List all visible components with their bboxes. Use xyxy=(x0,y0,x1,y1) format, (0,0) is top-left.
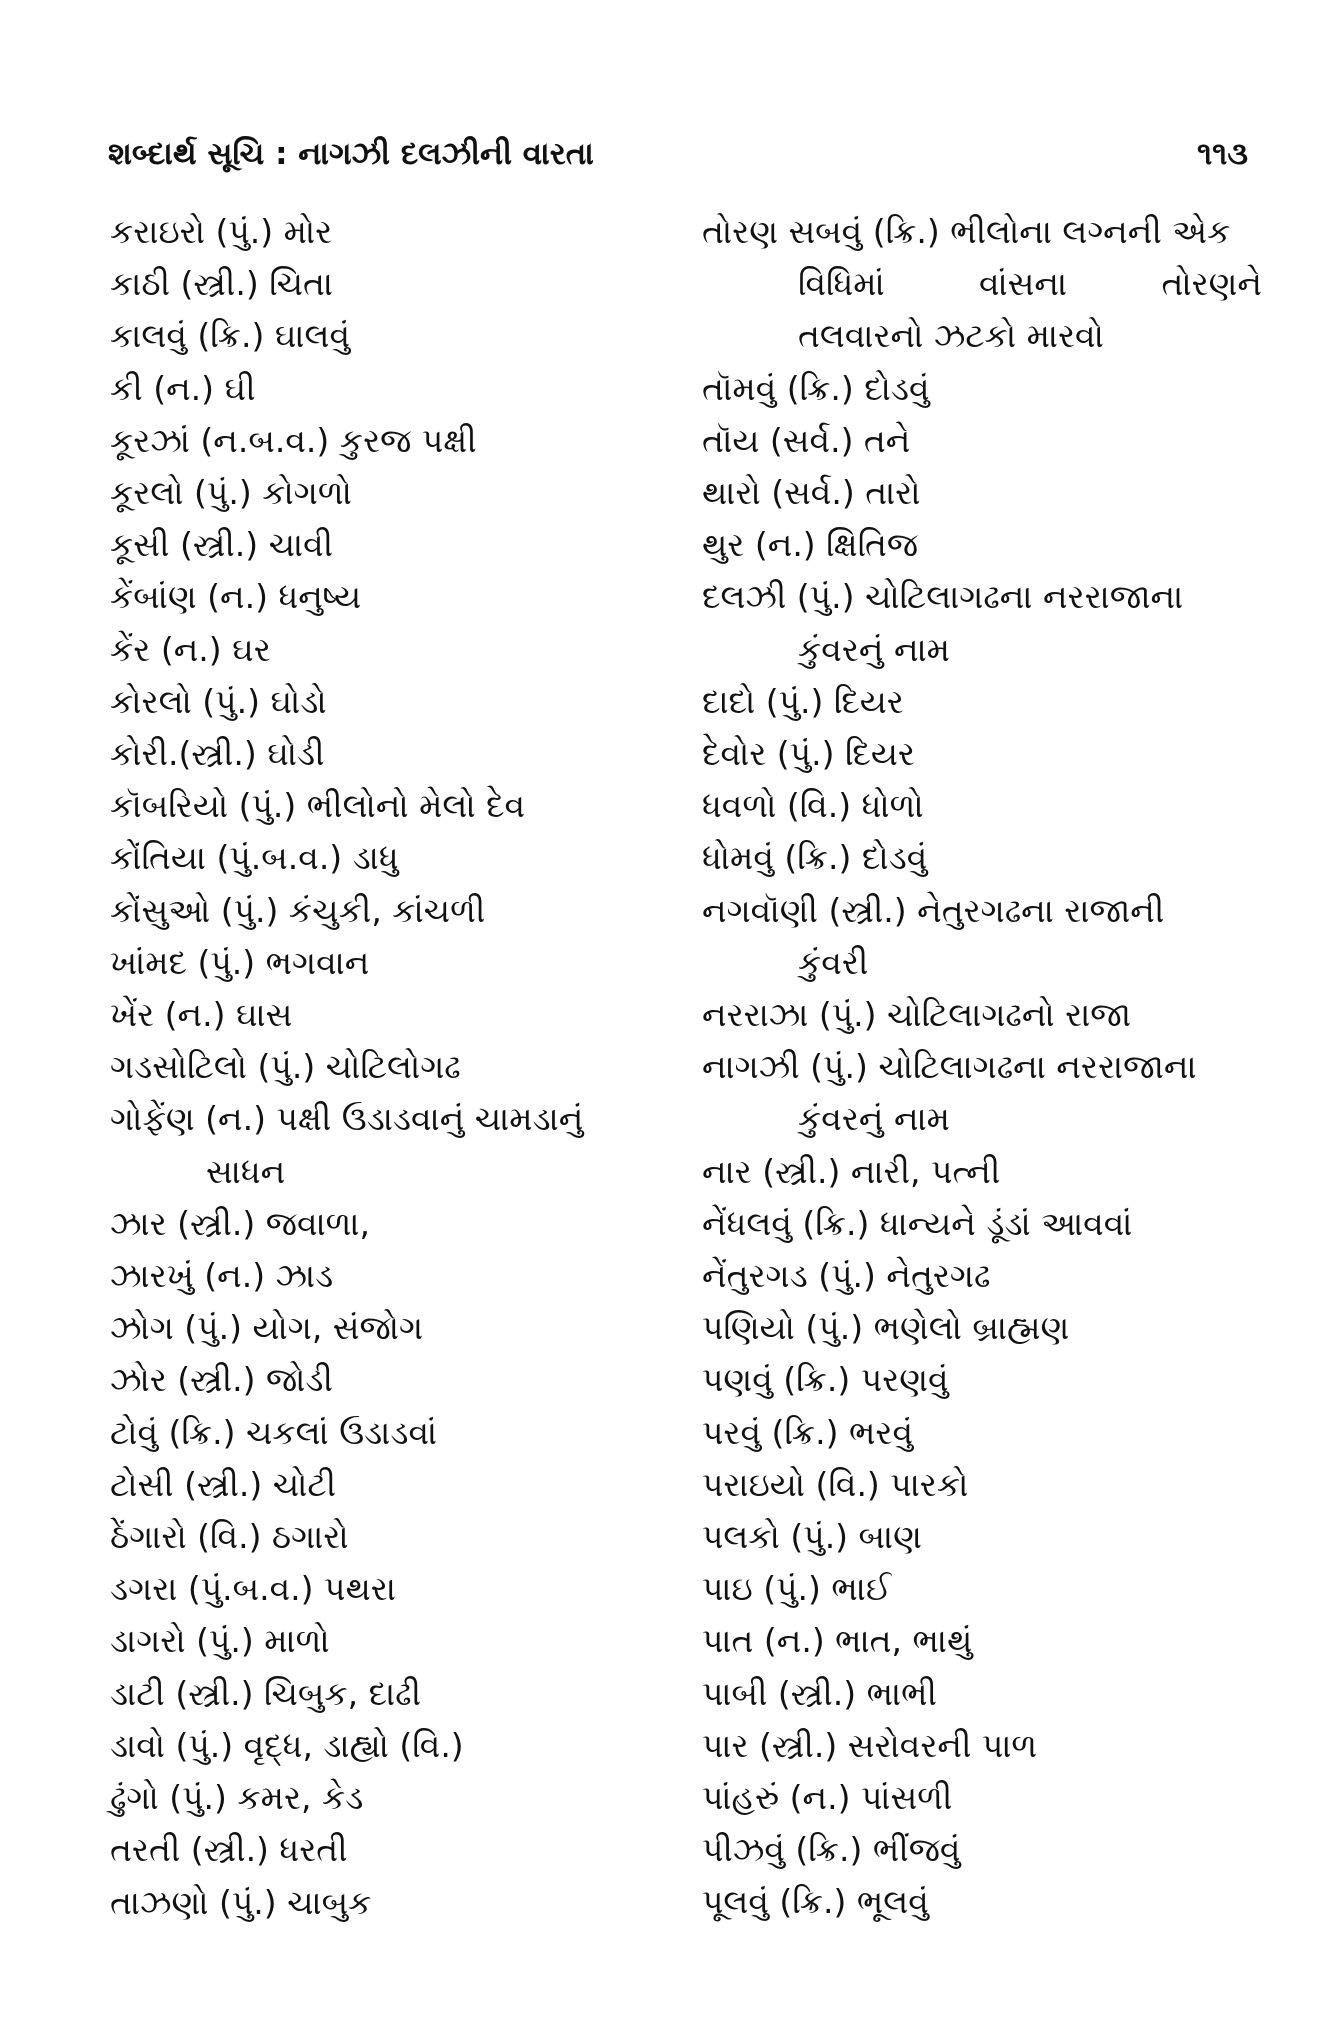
glossary-entry-continuation: વિધિમાં વાંસના તોરણને xyxy=(798,264,1262,304)
glossary-entry: દલઝી (પું.) ચોટિલાગઢના નરરાજાના xyxy=(702,577,1184,617)
glossary-entry: તોરણ સબવું (ક્રિ.) ભીલોના લગ્નની એક xyxy=(702,212,1231,251)
glossary-entry: કી (ન.) ઘી xyxy=(110,368,256,408)
glossary-entry: કૉબરિયો (પું.) ભીલોનો મેલો દેવ xyxy=(110,786,526,826)
glossary-entry: ઝારખું (ન.) ઝાડ xyxy=(110,1256,334,1296)
glossary-entry: પણવું (ક્રિ.) પરણવું xyxy=(702,1360,949,1400)
glossary-entry: ખેંર (ન.) ઘાસ xyxy=(110,995,293,1035)
glossary-entry-continuation: કુંવરી xyxy=(798,942,869,982)
glossary-entry: થુર (ન.) ક્ષિતિજ xyxy=(702,525,919,565)
glossary-entry-continuation: કુંવરનું નામ xyxy=(798,629,950,669)
glossary-entry: થારો (સર્વ.) તારો xyxy=(702,473,921,512)
glossary-entry: કૂરઝાં (ન.બ.વ.) કુરજ પક્ષી xyxy=(110,420,477,460)
page-header xyxy=(108,128,1248,188)
glossary-entry: કાલવું (ક્રિ.) ઘાલવું xyxy=(110,316,351,356)
glossary-entry-continuation: કુંવરનું નામ xyxy=(798,1099,950,1139)
glossary-entry: કાઠી (સ્ત્રી.) ચિતા xyxy=(110,264,334,304)
glossary-entry: કૂરલો (પું.) કોગળો xyxy=(110,473,352,513)
glossary-entry: તૉય (સર્વ.) તને xyxy=(702,420,911,460)
glossary-column-left xyxy=(110,206,680,1929)
glossary-entry: કોરી.(સ્ત્રી.) ઘોડી xyxy=(110,734,325,774)
glossary-entry: નરરાઝા (પું.) ચોટિલાગઢનો રાજા xyxy=(702,995,1132,1035)
glossary-entry: ગડસોટિલો (પું.) ચોટિલોગઢ xyxy=(110,1047,461,1087)
glossary-entry: પૂલવું (ક્રિ.) ભૂલવું xyxy=(702,1882,929,1922)
glossary-entry: ગોફેંણ (ન.) પક્ષી ઉડાડવાનું ચામડાનું xyxy=(110,1099,584,1139)
glossary-entry: કૂસી (સ્ત્રી.) ચાવી xyxy=(110,525,334,565)
glossary-entry: ડાટી (સ્ત્રી.) ચિબુક, દાઢી xyxy=(110,1673,422,1713)
glossary-entry: પાર (સ્ત્રી.) સરોવરની પાળ xyxy=(702,1725,1038,1765)
page-number: ૧૧૩ xyxy=(1196,136,1248,172)
glossary-entry: ટોસી (સ્ત્રી.) ચોટી xyxy=(110,1464,337,1504)
glossary-entry: કેંર (ન.) ઘર xyxy=(110,629,271,669)
glossary-entry: પાત (ન.) ભાત, ભાથું xyxy=(702,1621,973,1661)
glossary-entry: નગવૉણી (સ્ત્રી.) નેતુરગઢના રાજાની xyxy=(702,890,1165,930)
glossary-column-right xyxy=(702,206,1262,1929)
glossary-entry: નાર (સ્ત્રી.) નારી, પત્ની xyxy=(702,1151,1001,1191)
glossary-entry: ધવળો (વિ.) ધોળો xyxy=(702,786,924,826)
glossary-entry: કોંસુઓ (પું.) કંચુકી, કાંચળી xyxy=(110,890,486,930)
glossary-entry: ઝોર (સ્ત્રી.) જોડી xyxy=(110,1360,333,1400)
glossary-entry-continuation: તલવારનો ઝટકો મારવો xyxy=(798,316,1104,356)
glossary-entry: પીઝવું (ક્રિ.) ભીંજવું xyxy=(702,1830,961,1870)
glossary-entry: નેંતુરગડ (પું.) નેતુરગઢ xyxy=(702,1256,991,1296)
glossary-entry: ઢુંગો (પું.) કમર, કેડ xyxy=(110,1778,364,1818)
glossary-entry: ઝોગ (પું.) યોગ, સંજોગ xyxy=(110,1308,424,1348)
glossary-entry: નેંધલવું (ક્રિ.) ધાન્યને ડૂંડાં આવવાં xyxy=(702,1203,1133,1243)
glossary-entry: તૉમવું (ક્રિ.) દોડવું xyxy=(702,368,930,408)
glossary-entry: પાઇ (પું.) ભાઈ xyxy=(702,1569,892,1609)
glossary-entry: પણિયો (પું.) ભણેલો બ્રાહ્મણ xyxy=(702,1308,1070,1348)
glossary-entry: ઠેંગારો (વિ.) ઠગારો xyxy=(110,1517,349,1557)
glossary-entry: પલકો (પું.) બાણ xyxy=(702,1517,922,1557)
glossary-entry: કરાઇરો (પું.) મોર xyxy=(110,212,333,251)
glossary-entry: નાગઝી (પું.) ચોટિલાગઢના નરરાજાના xyxy=(702,1047,1197,1087)
glossary-entry: પાબી (સ્ત્રી.) ભાભી xyxy=(702,1673,937,1713)
glossary-entry: પાંહરું (ન.) પાંસળી xyxy=(702,1778,953,1818)
glossary-entry: ડગરા (પું.બ.વ.) પથરા xyxy=(110,1569,396,1609)
glossary-entry: ઝાર (સ્ત્રી.) જવાળા, xyxy=(110,1203,370,1243)
glossary-entry: ટોવું (ક્રિ.) ચકલાં ઉડાડવાં xyxy=(110,1412,438,1452)
glossary-entry: કેંબાંણ (ન.) ધનુષ્ય xyxy=(110,577,362,617)
glossary-entry: ડાગરો (પું.) માળો xyxy=(110,1621,330,1661)
glossary-entry: ડાવો (પું.) વૃદ્ધ, ડાહ્યો (વિ.) xyxy=(110,1725,464,1765)
glossary-entry-continuation: સાધન xyxy=(206,1151,286,1191)
glossary-entry: દાદો (પું.) દિયર xyxy=(702,681,904,721)
glossary-entry: પરવું (ક્રિ.) ભરવું xyxy=(702,1412,914,1452)
running-title: શબ્દાર્થ સૂચિ : નાગઝી દલઝીની વારતા xyxy=(108,136,594,172)
glossary-entry: ખાંમદ (પું.) ભગવાન xyxy=(110,942,370,982)
glossary-entry: પરાઇયો (વિ.) પારકો xyxy=(702,1464,969,1504)
glossary-entry: તરતી (સ્ત્રી.) ધરતી xyxy=(110,1830,348,1870)
glossary-entry: તાઝણો (પું.) ચાબુક xyxy=(110,1882,372,1922)
glossary-entry: ધોમવું (ક્રિ.) દોડવું xyxy=(702,838,928,878)
glossary-entry: કોરલો (પું.) ઘોડો xyxy=(110,681,327,721)
glossary-entry: દેવોર (પું.) દિયર xyxy=(702,734,915,774)
glossary-entry: કોંતિયા (પું.બ.વ.) ડાધુ xyxy=(110,838,399,878)
